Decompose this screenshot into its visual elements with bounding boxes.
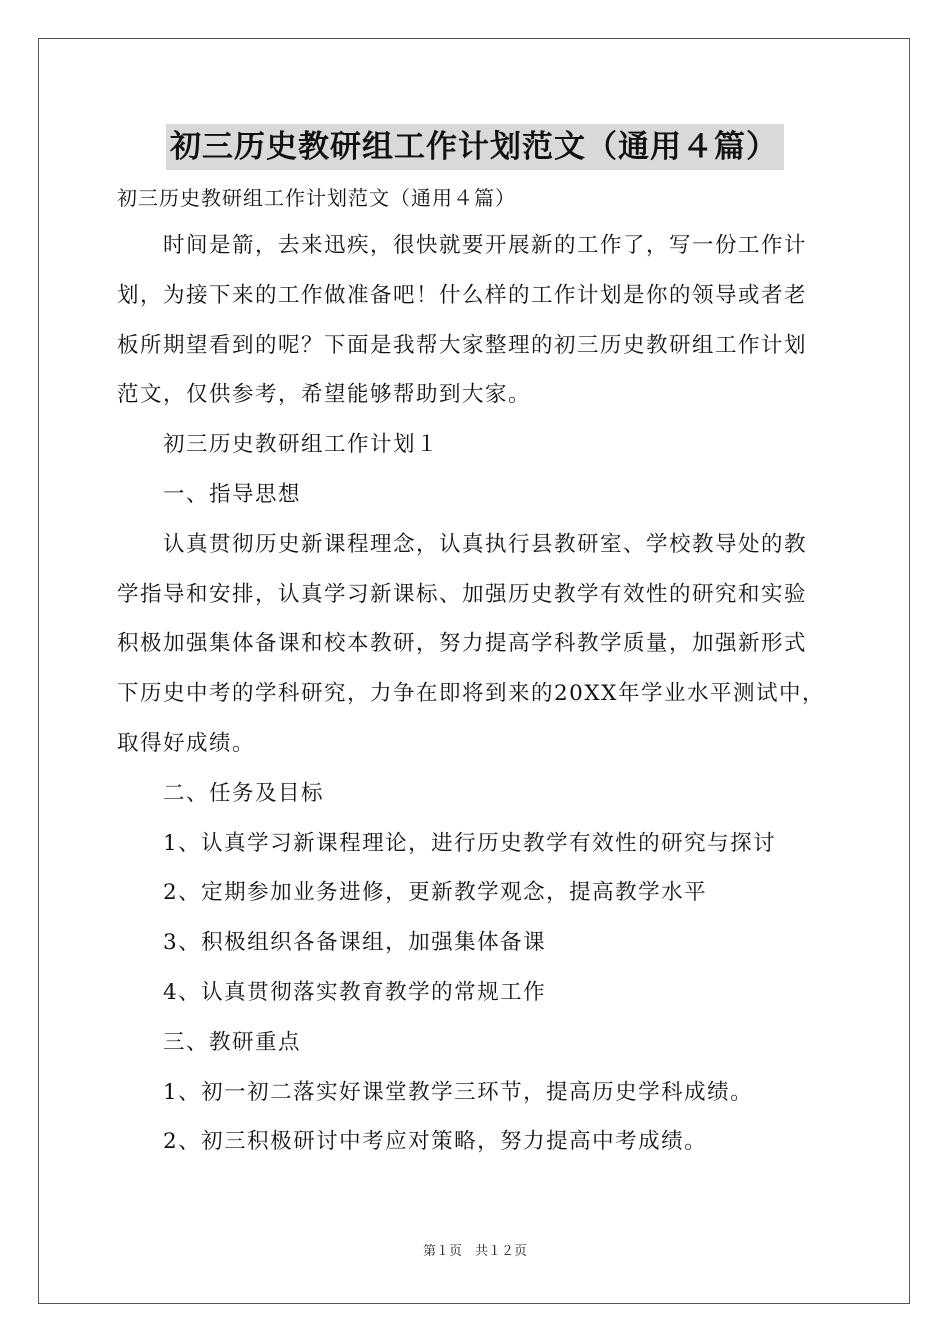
paragraph-line: 下历史中考的学科研究，力争在即将到来的20XX年学业水平测试中，: [117, 681, 825, 707]
paragraph-line: 取得好成绩。: [117, 730, 256, 756]
paragraph-line: 学指导和安排，认真学习新课标、加强历史教学有效性的研究和实验: [117, 581, 808, 607]
document-subtitle: 初三历史教研组工作计划范文（通用４篇）: [117, 186, 516, 210]
paragraph-line: 范文，仅供参考，希望能够帮助到大家。: [117, 382, 532, 408]
list-item: 1、初一初二落实好课堂教学三环节，提高历史学科成绩。: [163, 1079, 754, 1105]
paragraph-line: 时间是箭，去来迅疾，很快就要开展新的工作了，写一份工作计: [163, 233, 808, 258]
list-item: 2、初三积极研讨中考应对策略，努力提高中考成绩。: [163, 1129, 708, 1155]
paragraph-line: 板所期望看到的呢？下面是我帮大家整理的初三历史教研组工作计划: [117, 332, 808, 358]
document-body: [117, 175, 842, 1167]
section-heading: 三、教研重点: [163, 1029, 302, 1055]
list-item: 1、认真学习新课程理论，进行历史教学有效性的研究与探讨: [163, 830, 777, 856]
document-title: 初三历史教研组工作计划范文（通用４篇）: [166, 124, 784, 170]
section-heading: 一、指导思想: [163, 481, 302, 507]
section-heading: 二、任务及目标: [163, 780, 325, 806]
title-container: [0, 124, 950, 170]
list-item: 3、积极组织各备课组，加强集体备课: [163, 930, 547, 956]
section-heading: 初三历史教研组工作计划１: [163, 432, 440, 458]
paragraph-line: 划，为接下来的工作做准备吧！什么样的工作计划是你的领导或者老: [117, 282, 808, 308]
paragraph-line: 认真贯彻历史新课程理念，认真执行县教研室、学校教导处的教: [163, 531, 808, 557]
paragraph-line: 积极加强集体备课和校本教研，努力提高学科教学质量，加强新形式: [117, 631, 808, 657]
list-item: 4、认真贯彻落实教育教学的常规工作: [163, 979, 547, 1005]
page-number: 第１页 共１２页: [422, 1244, 527, 1259]
list-item: 2、定期参加业务进修，更新教学观念，提高教学水平: [163, 880, 708, 906]
